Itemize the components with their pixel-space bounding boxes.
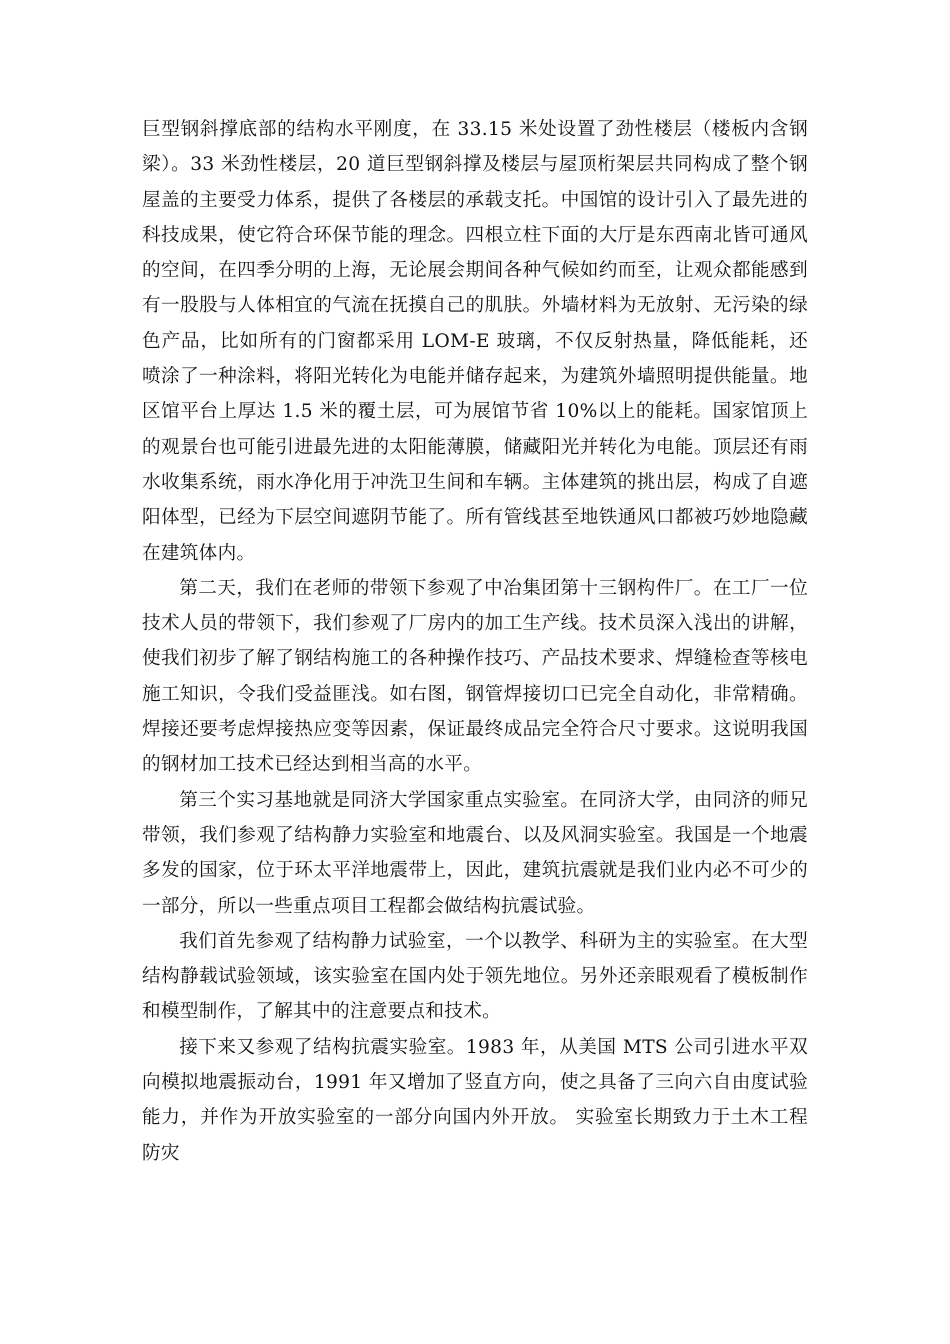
paragraph-china-pavilion-structure: 巨型钢斜撑底部的结构水平刚度，在 33.15 米处设置了劲性楼层（楼板内含钢梁）。33 米劲性楼层，20 道巨型钢斜撑及楼层与屋顶桁架层共同构成了整个钢屋盖的主要受力体系，提供了各楼层的承载支托。中国馆的设计引入了最先进的科技成果，使它符合环保节能的理念。四根立柱下面的大厅是东西南北皆可通风的空间，在四季分明的上海，无论展会期间各种气候如约而至，让观众都能感到有一股股与人体相宜的气流在抚摸自己的肌肤。外墙材料为无放射、无污染的绿色产品，比如所有的门窗都采用 LOM-E 玻璃，不仅反射热量，降低能耗，还喷涂了一种涂料，将阳光转化为电能并储存起来，为建筑外墙照明提供能量。地区馆平台上厚达 1.5 米的覆土层，可为展馆节省 10%以上的能耗。国家馆顶上的观景台也可能引进最先进的太阳能薄膜，储藏阳光并转化为电能。顶层还有雨水收集系统，雨水净化用于冲洗卫生间和车辆。主体建筑的挑出层，构成了自遮阳体型，已经为下层空间遮阴节能了。所有管线甚至地铁通风口都被巧妙地隐藏在建筑体内。 (142, 119, 808, 564)
paragraph-static-lab: 我们首先参观了结构静力试验室，一个以教学、科研为主的实验室。在大型结构静载试验领域，该实验室在国内处于领先地位。另外还亲眼观看了模板制作和模型制作，了解其中的注意要点和技术。 (142, 930, 808, 1023)
paragraph-tongji-lab-intro: 第三个实习基地就是同济大学国家重点实验室。在同济大学，由同济的师兄带领，我们参观了结构静力实验室和地震台、以及风洞实验室。我国是一个地震多发的国家，位于环太平洋地震带上，因此，建筑抗震就是我们业内必不可少的一部分，所以一些重点项目工程都会做结构抗震试验。 (142, 789, 808, 917)
paragraph-seismic-lab: 接下来又参观了结构抗震实验室。1983 年，从美国 MTS 公司引进水平双向模拟地震振动台，1991 年又增加了竖直方向，使之具备了三向六自由度试验能力，并作为开放实验室的一部分向国内外开放。 实验室长期致力于土木工程防灾 (142, 1036, 808, 1164)
paragraph-steel-factory-visit: 第二天，我们在老师的带领下参观了中冶集团第十三钢构件厂。在工厂一位技术人员的带领下，我们参观了厂房内的加工生产线。技术员深入浅出的讲解，使我们初步了解了钢结构施工的各种操作技巧、产品技术要求、焊缝检查等核电施工知识，令我们受益匪浅。如右图，钢管焊接切口已完全自动化，非常精确。焊接还要考虑焊接热应变等因素，保证最终成品完全符合尺寸要求。这说明我国的钢材加工技术已经达到相当高的水平。 (142, 577, 808, 776)
